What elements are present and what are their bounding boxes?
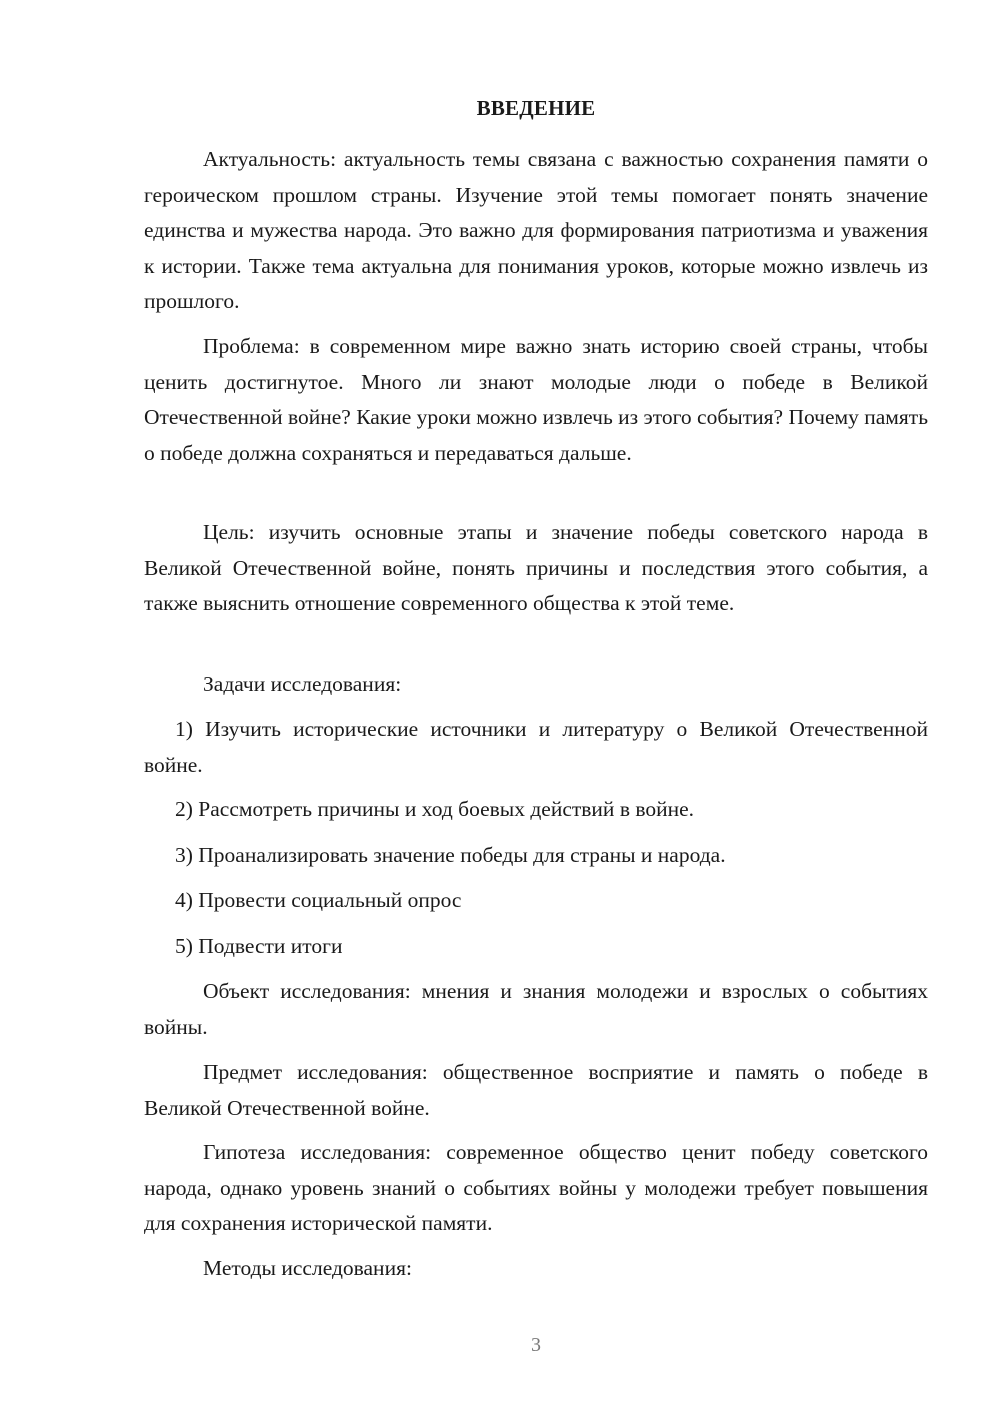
tasks-heading: Задачи исследования: [203, 672, 402, 696]
paragraph-problem: Проблема: в современном мире важно знать историю своей страны, чтобы ценить достигнутое. Много ли знают молодые люди о победе в Великой Отечественной войне? Какие уроки можно извлечь из этого события? Почему память о победе должна сохраняться и передаваться дальше. [144, 334, 928, 465]
task-item-2: 2) Рассмотреть причины и ход боевых действий в войне. [175, 797, 695, 821]
task-item-1: 1) Изучить исторические источники и литературу о Великой Отечественной войне. [144, 717, 928, 777]
paragraph-hypothesis: Гипотеза исследования: современное общество ценит победу советского народа, однако уровень знаний о событиях войны у молодежи требует повышения для сохранения исторической памяти. [144, 1140, 928, 1235]
paragraph-object: Объект исследования: мнения и знания молодежи и взрослых о событиях войны. [144, 979, 928, 1039]
methods-heading: Методы исследования: [203, 1256, 412, 1280]
task-item-4: 4) Провести социальный опрос [175, 888, 462, 912]
task-item-3: 3) Проанализировать значение победы для страны и народа. [175, 843, 726, 867]
paragraph-subject: Предмет исследования: общественное восприятие и память о победе в Великой Отечественной войне. [144, 1060, 928, 1120]
page-title: ВВЕДЕНИЕ [476, 96, 596, 120]
paragraph-relevance: Актуальность: актуальность темы связана с важностью сохранения памяти о героическом прошлом страны. Изучение этой темы помогает понять значение единства и мужества народа. Это важно для формирования патриотизма и уважения к истории. Также тема актуальна для понимания уроков, которые можно извлечь из прошлого. [144, 147, 928, 313]
task-item-5: 5) Подвести итоги [175, 934, 343, 958]
paragraph-goal: Цель: изучить основные этапы и значение победы советского народа в Великой Отечественной войне, понять причины и последствия этого события, а также выяснить отношение современного общества к этой теме. [144, 520, 928, 615]
page-number: 3 [531, 1334, 541, 1356]
